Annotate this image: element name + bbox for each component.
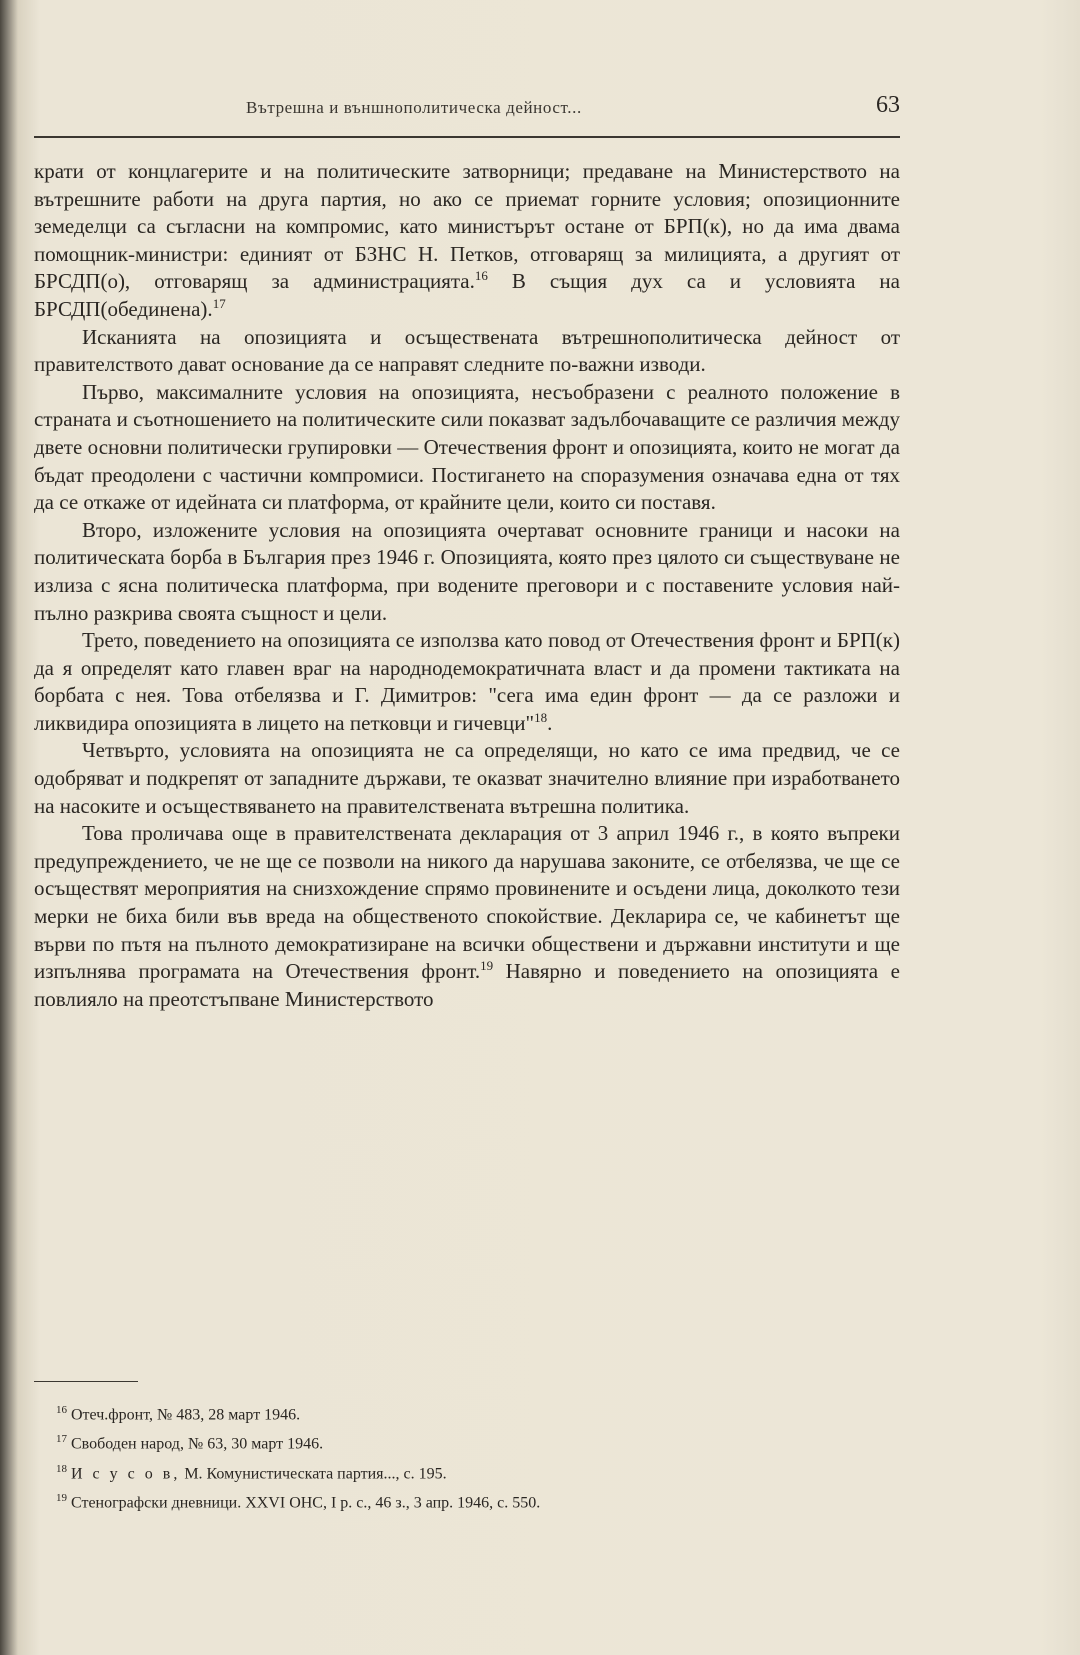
p5-text-b: . [547,710,553,735]
footnote-divider [34,1381,138,1382]
footnote-author: И с у с о в, [71,1464,181,1482]
footnote-ref-18: 18 [534,709,548,725]
footnote-number: 17 [56,1433,67,1446]
p5-text-a: Трето, поведението на опозицията се използва като повод от Отечествения фронт и БРП(к) да я определят като главен враг на народнодемократичната власт и да промени тактиката на борбата с нея. Това отбелязва и Г. Димитров: "сега има един фронт — да се разложи и ликвидира опозицията в лицето на петковци и гичевци" [34,628,900,735]
footnote-text: Свободен народ, № 63, 30 март 1946. [71,1435,324,1453]
footnotes [56,1398,836,1515]
footnote-ref-16: 16 [474,268,488,284]
footnote-ref-17: 17 [212,295,226,311]
p1-text-a: крати от концлагерите и на политическите затворници; предаване на Министерството на вътрешните работи на друга партия, но ако се приемат горните условия; опозиционните земеделци са съгласни на компромис, като министърът остане от БРП(к), но да има двама помощник-министри: единият от БЗНС Н. Петков, отговарящ за милицията, а другият от БРСДП(о), отговарящ за администрацията. [34,159,900,294]
footnote-19 [56,1486,836,1515]
footnote-16 [56,1398,836,1427]
paragraph-5 [34,627,900,737]
footnote-number: 16 [56,1404,67,1416]
footnote-text: М. Комунистическата партия..., с. 195. [180,1464,447,1482]
p1-text-b: В същия дух са и условията на БРСДП(обединена). [34,269,900,321]
running-title: Вътрешна и външнополитическа дейност... [246,98,582,117]
footnote-ref-19: 19 [480,958,494,974]
footnote-17 [56,1427,836,1456]
footnote-text: Стенографски дневници. XXVI ОНС, I р. с., 46 з., 3 апр. 1946, с. 550. [71,1494,541,1512]
paragraph-6: Четвърто, условията на опозицията не са определящи, но като се има предвид, че се одобряват и подкрепят от западните държави, те оказват значително влияние при изработването на насоките и осъществяването на правителствената вътрешна политика. [34,738,900,818]
footnote-number: 19 [56,1491,67,1504]
paragraph-1 [34,158,900,324]
page-number: 63 [876,92,900,118]
footnote-18 [56,1457,836,1486]
main-text [34,158,900,1013]
footnote-number: 18 [56,1462,67,1475]
p7-text-b: Навярно и поведението на опозицията е повлияло на преотстъпване Министерството [34,959,900,1011]
paragraph-3: Първо, максималните условия на опозицията, несъобразени с реалното положение в страната и съотношението на политическите сили показват задълбочаващите се различия между двете основни политически групировки — Отечествения фронт и опозицията, които не могат да бъдат преодолени с частични компромиси. Постигането на споразумения означава една от тях да се откаже от идейната си платформа, от крайните цели, които си поставя. [34,379,900,515]
paragraph-2: Исканията на опозицията и осъществената вътрешнополитическа дейност от правителството дават основание да се направят следните по-важни изводи. [34,324,900,377]
footnote-text: Отеч.фронт, № 483, 28 март 1946. [71,1406,301,1424]
paragraph-7 [34,820,900,1013]
p7-text-a: Това проличава още в правителствената декларация от 3 април 1946 г., в която въпреки предупреждението, че не ще се позволи на никого да нарушава законите, се отбелязва, че ще се осъществят мероприятия на снизхождение спрямо провинените и осъдени лица, доколкото тези мерки не биха били във вреда на общественото спокойствие. Декларира се, че кабинетът ще върви по пътя на пълното демократизиране на всички обществени и държавни институти и ще изпълнява програмата на Отечествения фронт. [34,821,900,984]
page-header [34,88,900,138]
paragraph-4: Второ, изложените условия на опозицията очертават основните граници и насоки на политическата борба в България през 1946 г. Опозицията, която през цялото си съществуване не излиза с ясна политическа платформа, при водените преговори и с поставените условия най-пълно разкрива своята същност и цели. [34,517,900,625]
